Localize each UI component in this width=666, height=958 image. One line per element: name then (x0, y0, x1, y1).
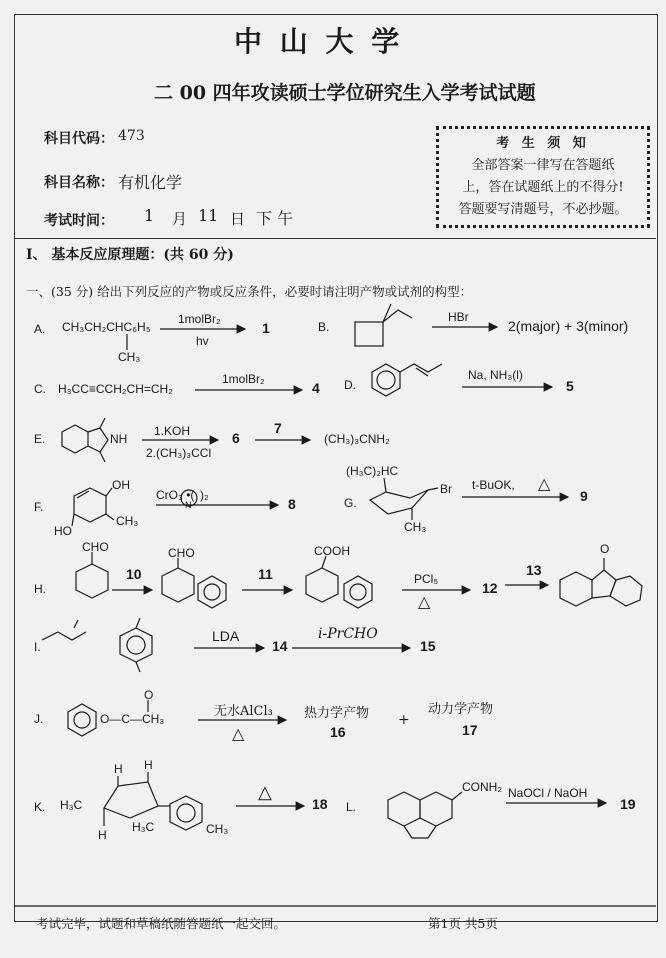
subject-name-label: 科目名称： (44, 175, 114, 191)
f-ring (74, 488, 106, 522)
e-co-1 (100, 418, 105, 428)
exam-time-day-char: 日 (230, 210, 246, 228)
section-title: I、 基本反应原理题：(共 60 分) (26, 247, 234, 263)
rxn-a-methyl: CH₃ (118, 350, 141, 364)
exam-time-period: 下 午 (256, 209, 294, 228)
rxn-c-reagent: 1molBr₂ (222, 372, 265, 386)
rxn-h-step-1: 10 (126, 566, 142, 582)
h-ring-3 (306, 568, 338, 602)
rxn-j-reagent: 无水AlCl₃ (214, 704, 273, 719)
rxn-k-delta: △ (258, 782, 272, 802)
rxn-g-reagent: t-BuOK, (472, 478, 515, 492)
rxn-k-product: 18 (312, 796, 328, 812)
k-tolyl-ring (177, 804, 195, 822)
notice-title: 考 生 须 知 (496, 136, 590, 151)
rxn-k-h-1: H (114, 762, 123, 776)
h-phenyl-3 (344, 576, 372, 608)
page-number: 第1页 共5页 (428, 916, 498, 931)
rxn-i-product-1: 14 (272, 638, 288, 654)
g-cyclohexane (370, 490, 428, 514)
rxn-i-reagent-1: LDA (212, 628, 240, 644)
k-tolyl (170, 796, 202, 830)
rxn-g-br: Br (440, 482, 452, 496)
rxn-a-substrate: CH₃CH₂CHC₆H₅ (62, 320, 151, 334)
i-me-2 (136, 662, 140, 672)
rxn-h-label: H. (34, 582, 46, 596)
rxn-h-cooh: COOH (314, 544, 350, 558)
j-benzene-ring (74, 712, 90, 728)
exam-time-label: 考试时间： (44, 213, 114, 229)
subject-code-label: 科目代码： (44, 131, 114, 147)
rxn-a-condition: hv (196, 334, 209, 348)
rxn-h-cho-2: CHO (168, 546, 195, 560)
rxn-j-label: J. (34, 712, 44, 726)
i-ester-chain (42, 632, 86, 640)
rxn-f-reagent: CrO₃ •( (156, 488, 195, 502)
h-phenyl-2-ring (204, 584, 220, 600)
rxn-h-reagent: PCl₅ (414, 572, 439, 586)
rxn-h-product: 12 (482, 580, 498, 596)
rxn-l-product: 19 (620, 796, 636, 812)
rxn-l-amide: CONH₂ (462, 780, 502, 794)
b-cyclobutane (355, 322, 383, 346)
i-me-1 (136, 618, 140, 628)
l-ring-1 (388, 792, 420, 826)
rxn-k-methyl-1: H₃C (60, 798, 83, 812)
rxn-b-products: 2(major) + 3(minor) (508, 318, 629, 334)
l-conh2-bond (452, 792, 462, 800)
rxn-i-reagent-2: i-PrCHO (318, 626, 378, 642)
rxn-f-label: F. (34, 500, 44, 514)
rxn-j-ester: O—C—CH₃ (100, 712, 165, 726)
j-benzene (68, 704, 96, 736)
e-imide-ring (88, 428, 108, 452)
university-name: 中 山 大 学 (234, 25, 404, 58)
rxn-j-plus: + (398, 712, 410, 728)
question-1-instruction: 一、(35 分) 给出下列反应的产物或反应条件，必要时请注明产物或试剂的构型： (26, 284, 473, 299)
l-ring-2 (420, 792, 452, 826)
rxn-c-substrate: H₃CC≡CCH₂CH=CH₂ (58, 382, 173, 396)
d-benzene-ring (377, 371, 395, 389)
h-indanone-ring (560, 572, 592, 606)
notice-line-1: 全部答案一律写在答题纸 (471, 158, 615, 173)
rxn-f-oh: OH (112, 478, 130, 492)
rxn-h-ketone-o: O (600, 542, 610, 556)
l-five-ring (404, 826, 436, 838)
rxn-f-methyl: CH₃ (116, 514, 139, 528)
rxn-i-product-2: 15 (420, 638, 436, 654)
rxn-j-carbonyl-o: O (144, 688, 154, 702)
rxn-e-final: (CH₃)₃CNH₂ (324, 432, 390, 446)
f-me-bond (106, 514, 114, 520)
g-br-bond (428, 488, 438, 490)
rxn-g-delta: △ (538, 476, 551, 493)
rxn-b-reagent: HBr (448, 310, 469, 324)
rxn-f-reagent-end: )₂ (200, 488, 209, 502)
rxn-e-label: E. (34, 432, 46, 446)
rxn-g-label: G. (344, 496, 357, 510)
rxn-k-h-2: H (144, 758, 153, 772)
h-phenyl-3-ring (350, 584, 366, 600)
exam-time-month-char: 月 (172, 210, 188, 228)
notice-line-2: 上，答在试题纸上的不得分! (462, 180, 624, 195)
rxn-k-h-3: H (98, 828, 107, 842)
d-benzene (372, 364, 400, 396)
rxn-k-label: K. (34, 800, 46, 814)
rxn-f-ho: HO (54, 524, 72, 538)
e-co-2 (100, 452, 105, 462)
rxn-a-reagent: 1molBr₂ (178, 312, 221, 326)
h-ring-2 (162, 568, 194, 602)
rxn-j-delta: △ (232, 726, 245, 743)
rxn-a-label: A. (34, 322, 46, 336)
i-aryl-ring (127, 636, 145, 654)
notice-line-3: 答题要写清题号，不必抄题。 (458, 202, 628, 217)
footer-instruction: 考试完毕，试题和草稿纸随答题纸一起交回。 (36, 916, 287, 931)
rxn-d-reagent: Na, NH₃(l) (468, 368, 523, 382)
rxn-e-reagent-1: 1.KOH (154, 424, 191, 438)
rxn-h-cho-1: CHO (82, 540, 109, 554)
rxn-d-product: 5 (566, 378, 574, 394)
i-aryl (120, 628, 152, 662)
rxn-l-label: L. (346, 800, 357, 814)
rxn-e-nh: NH (110, 432, 128, 446)
rxn-g-methyl: CH₃ (404, 520, 427, 534)
rxn-j-kinetic-product: 17 (462, 722, 478, 738)
h-phenyl-2 (198, 576, 226, 608)
rxn-h-step-3: 13 (526, 562, 542, 578)
rxn-c-label: C. (34, 382, 46, 396)
subject-code-value: 473 (118, 128, 145, 144)
rxn-j-thermo-product: 16 (330, 724, 346, 740)
exam-title: 二 00 四年攻读硕士学位研究生入学考试试题 (154, 82, 536, 104)
rxn-k-methyl-2: H₃C (132, 820, 155, 834)
rxn-e-product: 6 (232, 430, 240, 446)
k-ring (104, 782, 158, 818)
rxn-i-label: I. (34, 640, 41, 654)
h-five-ring (592, 570, 616, 598)
exam-time-day: 11 (198, 206, 219, 225)
rxn-k-methyl-3: CH₃ (206, 822, 229, 836)
rxn-e-reagent-2: 2.(CH₃)₃CCl (146, 446, 212, 460)
h-benzo (610, 576, 642, 606)
rxn-a-product: 1 (262, 320, 270, 336)
rxn-h-step-2: 11 (258, 566, 273, 582)
rxn-h-delta: △ (418, 594, 431, 611)
e-benzene (62, 425, 88, 453)
rxn-g-isopropyl: (H₃C)₂HC (346, 464, 399, 478)
rxn-c-product: 4 (312, 380, 320, 396)
g-ipr-bond (384, 478, 386, 492)
i-co (74, 620, 78, 628)
h-ring-1 (76, 564, 108, 598)
rxn-j-kinetic-label: 动力学产物 (428, 702, 494, 717)
subject-name-value: 有机化学 (118, 173, 183, 192)
rxn-b-label: B. (318, 320, 330, 334)
rxn-j-thermo-label: 热力学产物 (304, 706, 370, 721)
f-ho-bond (72, 514, 74, 526)
rxn-g-product: 9 (580, 488, 588, 504)
rxn-l-reagent: NaOCl / NaOH (508, 786, 588, 800)
rxn-e-step-label: 7 (274, 420, 282, 436)
rxn-f-product: 8 (288, 496, 296, 512)
rxn-d-label: D. (344, 378, 356, 392)
rxn-f-pyridine-n: N (185, 500, 192, 510)
exam-time-month: 1 (144, 206, 155, 225)
